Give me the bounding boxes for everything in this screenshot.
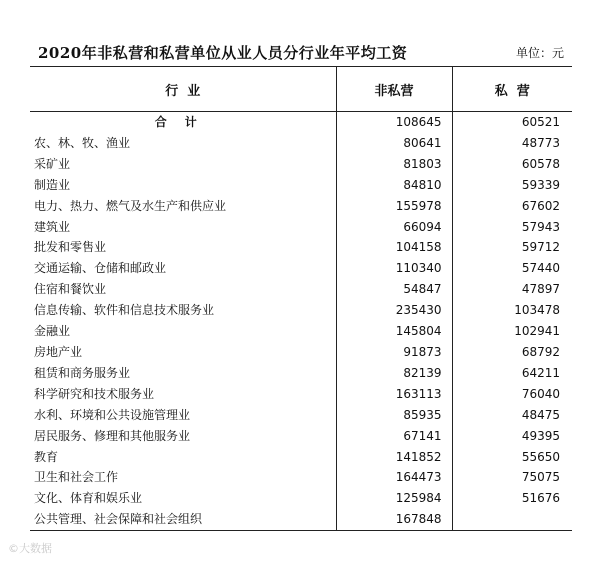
private-wage-cell: 67602	[452, 196, 572, 217]
private-wage-cell: 51676	[452, 488, 572, 509]
wage-table-container	[30, 66, 572, 531]
industry-cell: 交通运输、仓储和邮政业	[34, 261, 167, 276]
non-private-wage-cell: 141852	[336, 447, 452, 468]
private-wage-cell: 57440	[452, 258, 572, 279]
private-wage-cell: 68792	[452, 342, 572, 363]
industry-cell: 农、林、牧、渔业	[34, 135, 131, 150]
non-private-wage-cell: 67141	[336, 426, 452, 447]
industry-cell: 租赁和商务服务业	[34, 365, 131, 380]
non-private-wage-cell: 85935	[336, 405, 452, 426]
private-wage-cell: 64211	[452, 363, 572, 384]
private-wage-cell: 48773	[452, 133, 572, 154]
non-private-wage-cell: 84810	[336, 175, 452, 196]
table-row	[30, 133, 572, 154]
table-row	[30, 488, 572, 509]
industry-cell: 采矿业	[34, 156, 71, 171]
industry-cell: 批发和零售业	[34, 240, 107, 255]
table-row	[30, 384, 572, 405]
table-header	[30, 67, 572, 112]
non-private-wage-cell: 82139	[336, 363, 452, 384]
header-industry: 行 业	[30, 67, 336, 112]
watermark-text: ©大数据	[8, 542, 52, 555]
private-wage-cell: 102941	[452, 321, 572, 342]
title-row	[0, 42, 596, 64]
private-wage-cell: 57943	[452, 217, 572, 238]
private-wage-cell: 47897	[452, 279, 572, 300]
private-wage-cell: 59712	[452, 237, 572, 258]
industry-cell: 居民服务、修理和其他服务业	[34, 428, 191, 443]
industry-cell: 水利、环境和公共设施管理业	[34, 407, 191, 422]
industry-cell: 信息传输、软件和信息技术服务业	[34, 303, 215, 318]
industry-cell: 制造业	[34, 177, 71, 192]
table-row	[30, 300, 572, 321]
industry-cell: 电力、热力、燃气及水生产和供应业	[34, 198, 227, 213]
non-private-wage-cell: 155978	[336, 196, 452, 217]
table-row	[30, 279, 572, 300]
total-label: 合计	[154, 115, 215, 129]
table-row	[30, 509, 572, 530]
table-body	[30, 112, 572, 531]
non-private-wage-cell: 235430	[336, 300, 452, 321]
table-row	[30, 342, 572, 363]
non-private-wage-cell: 80641	[336, 133, 452, 154]
non-private-wage-cell: 163113	[336, 384, 452, 405]
page-title: 2020年非私营和私营单位从业人员分行业年平均工资	[38, 44, 408, 62]
non-private-wage-cell: 81803	[336, 154, 452, 175]
private-wage-cell: 60578	[452, 154, 572, 175]
private-wage-cell: 103478	[452, 300, 572, 321]
non-private-wage-cell: 66094	[336, 217, 452, 238]
non-private-wage-cell: 91873	[336, 342, 452, 363]
table-row	[30, 154, 572, 175]
industry-cell: 科学研究和技术服务业	[34, 386, 155, 401]
industry-cell: 房地产业	[34, 344, 83, 359]
industry-cell: 文化、体育和娱乐业	[34, 491, 143, 506]
industry-cell: 公共管理、社会保障和社会组织	[30, 509, 336, 530]
industry-cell: 建筑业	[34, 219, 71, 234]
header-row	[30, 67, 572, 112]
private-wage-cell: 49395	[452, 426, 572, 447]
private-wage-cell: 55650	[452, 447, 572, 468]
header-non-private: 非私营	[336, 67, 452, 112]
non-private-wage-cell: 54847	[336, 279, 452, 300]
table-row	[30, 258, 572, 279]
non-private-wage-cell: 145804	[336, 321, 452, 342]
table-row	[30, 196, 572, 217]
table-row	[30, 237, 572, 258]
table-row	[30, 426, 572, 447]
private-wage-cell	[452, 509, 572, 530]
table-row	[30, 217, 572, 238]
table-row	[30, 405, 572, 426]
non-private-wage-cell: 167848	[336, 509, 452, 530]
private-wage-cell: 48475	[452, 405, 572, 426]
industry-cell: 住宿和餐饮业	[34, 282, 107, 297]
industry-cell: 教育	[34, 449, 59, 464]
private-wage-cell: 76040	[452, 384, 572, 405]
wage-table	[30, 66, 572, 531]
unit-label: 单位：元	[515, 46, 564, 60]
industry-cell: 卫生和社会工作	[34, 470, 119, 485]
table-row	[30, 175, 572, 196]
total-private: 60521	[452, 112, 572, 133]
private-wage-cell: 59339	[452, 175, 572, 196]
table-row	[30, 363, 572, 384]
private-wage-cell: 75075	[452, 467, 572, 488]
header-private: 私 营	[452, 67, 572, 112]
non-private-wage-cell: 104158	[336, 237, 452, 258]
non-private-wage-cell: 164473	[336, 467, 452, 488]
table-row	[30, 447, 572, 468]
total-row	[30, 112, 572, 133]
table-row	[30, 467, 572, 488]
table-row	[30, 321, 572, 342]
non-private-wage-cell: 125984	[336, 488, 452, 509]
industry-cell: 金融业	[34, 324, 71, 339]
total-non-private: 108645	[336, 112, 452, 133]
non-private-wage-cell: 110340	[336, 258, 452, 279]
